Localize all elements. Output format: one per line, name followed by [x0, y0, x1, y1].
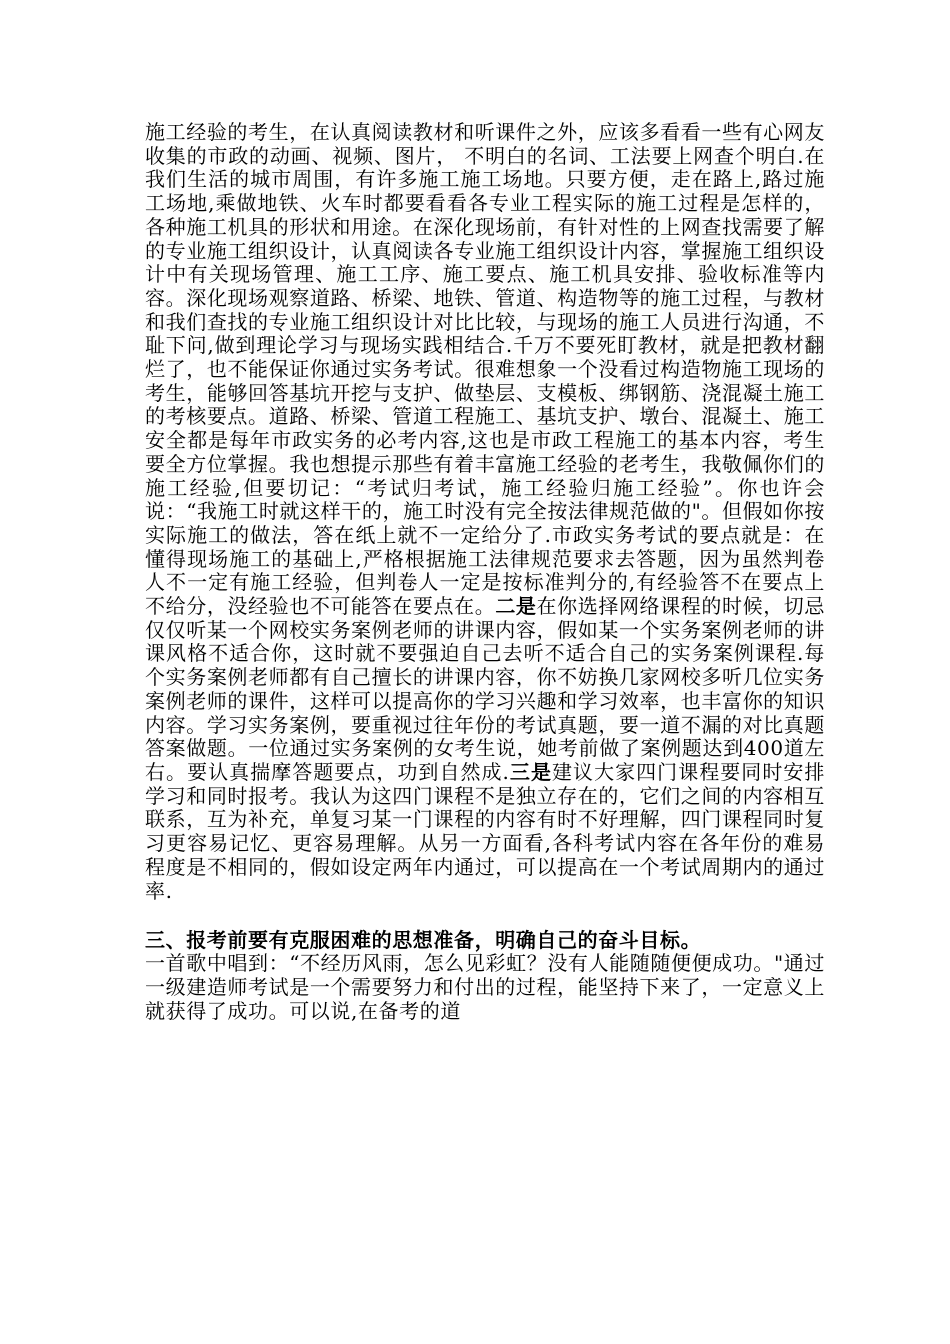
paragraph-text-part-a: 施工经验的考生，在认真阅读教材和听课件之外，应该多看看一些有心网友收集的市政的动画、视频、图片， 不明白的名词、工法要上网查个明白.在我们生活的城市周围，有许多施工施工场地。只要方便，走在路上,路过施工场地,乘做地铁、火车时都要看看各专业工程实际的施工过程是怎样的，各种施工机具的形状和用途。在深化现场前，有针对性的上网查找需要了解的专业施工组织设计，认真阅读各专业施工组织设计内容，掌握施工组织设计中有关现场管理、施工工序、施工要点、施工机具安排、验收标准等内容。深化现场观察道路、桥梁、地铁、管道、构造物等的施工过程，与教材和我们查找的专业施工组织设计对比比较，与现场的施工人员进行沟通，不耻下问,做到理论学习与现场实践相结合.千万不要死盯教材，就是把教材翻烂了，也不能保证你通过实务考试。很难想象一个没看过构造物施工现场的考生，能够回答基坑开挖与支护、做垫层、支模板、绑钢筋、浇混凝土施工的考核要点。道路、桥梁、管道工程施工、基坑支护、墩台、混凝土、施工安全都是每年市政实务的必考内容,这也是市政工程施工的基本内容，考生要全方位掌握。我也想提示那些有着丰富施工经验的老考生，我敬佩你们的施工经验,但要切记：“考试归考试，施工经验归施工经验”。你也许会说：“我施工时就这样干的，施工时没有完全按法律规范做的"。但假如你按实际施工的做法，答在纸上就不一定给分了.市政实务考试的要点就是：在懂得现场施工的基础上,严格根据施工法律规范要求去答题，因为虽然判卷人不一定有施工经验，但判卷人一定是按标准判分的,有经验答不在要点上不给分，没经验也不可能答在要点在。	[145, 120, 825, 619]
body-paragraph	[145, 121, 825, 903]
paragraph-text-part-c: 建议大家四门课程要同时安排学习和同时报考。我认为这四门课程不是独立存在的，它们之间的内容相互联系，互为补充，单复习某一门课程的内容有时不好理解，四门课程同时复习更容易记忆、更容易理解。从另一方面看,各科考试内容在各年份的难易程度是不相同的，假如设定两年内通过，可以提高在一个考试周期内的通过率.	[145, 759, 825, 903]
section-three-paragraph: 一首歌中唱到：“不经历风雨，怎么见彩虹？没有人能随随便便成功。"通过一级建造师考试是一个需要努力和付出的过程，能坚持下来了，一定意义上就获得了成功。可以说,在备考的道	[145, 951, 825, 1023]
point-two-marker: 二是	[495, 594, 537, 619]
paragraph-text-part-b: 在你选择网络课程的时候，切忌仅仅听某一个网校实务案例老师的讲课内容，假如某一个实务案例老师的讲课风格不适合你，这时就不要强迫自己去听不适合自己的实务案例课程.每个实务案例老师都有自己擅长的讲课内容，你不妨换几家网校多听几位实务案例老师的课件，这样可以提高你的学习兴趣和学习效率，也丰富你的知识内容。学习实务案例，要重视过往年份的考试真题，要一道不漏的对比真题答案做题。一位通过实务案例的女考生说，她考前做了案例题达到400道左右。要认真揣摩答题要点，功到自然成.	[145, 594, 826, 784]
point-three-marker: 三是	[509, 759, 552, 784]
document-page	[145, 121, 825, 1023]
section-heading-three: 三、报考前要有克服困难的思想准备，明确自己的奋斗目标。	[145, 928, 702, 953]
